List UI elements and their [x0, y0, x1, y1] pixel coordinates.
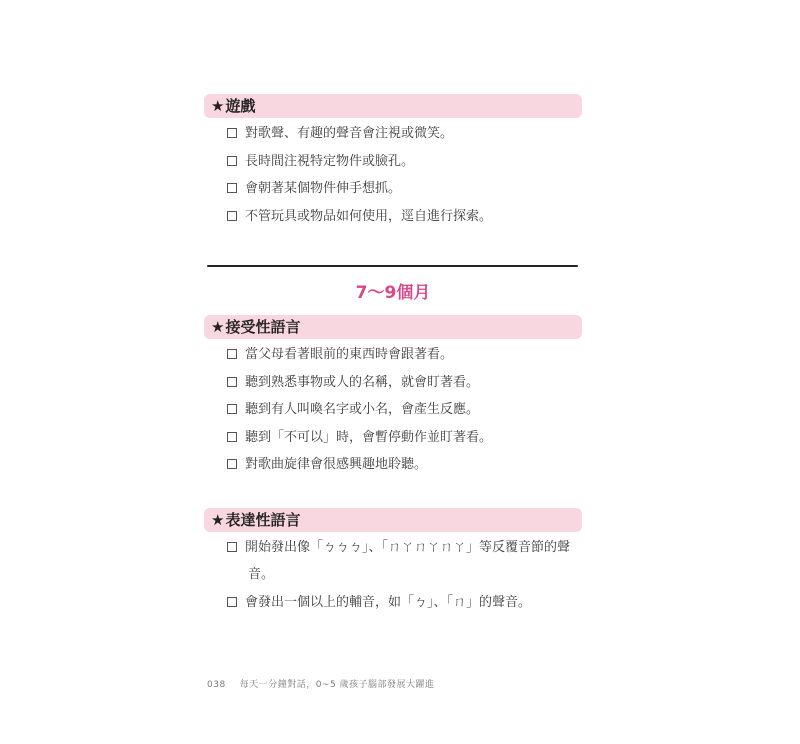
checkbox-icon[interactable] [227, 377, 237, 387]
checklist-item-text: 對歌聲、有趣的聲音會注視或微笑。 [245, 126, 454, 141]
checkbox-icon[interactable] [227, 156, 237, 166]
checkbox-icon[interactable] [227, 597, 237, 607]
checklist-item-text: 開始發出像「ㄅㄅㄅ」、「ㄇㄚㄇㄚㄇㄚ」等反覆音節的聲 [245, 540, 571, 555]
checklist-item [227, 203, 587, 230]
checklist-item-text: 當父母看著眼前的東西時會跟著看。 [245, 347, 454, 362]
checklist-item [227, 369, 587, 396]
checklist-item-text: 聽到熟悉事物或人的名稱，就會盯著看。 [245, 375, 480, 390]
checklist-item-text: 不管玩具或物品如何使用，逕自進行探索。 [245, 209, 493, 224]
age-heading: 7～9個月 [355, 283, 431, 303]
checklist-item [227, 175, 587, 202]
section-header-expressive-language [204, 508, 582, 532]
star-icon: ★ [211, 511, 225, 529]
star-icon: ★ [211, 318, 225, 336]
checkbox-icon[interactable] [227, 128, 237, 138]
checkbox-icon[interactable] [227, 211, 237, 221]
checklist-item [227, 120, 587, 147]
checklist-item-text-continued: 音。 [248, 567, 275, 582]
section-divider [207, 265, 578, 267]
checklist-item-text: 聽到有人叫喚名字或小名，會產生反應。 [245, 402, 480, 417]
checklist-item [227, 451, 587, 478]
checkbox-icon[interactable] [227, 459, 237, 469]
checkbox-icon[interactable] [227, 542, 237, 552]
checkbox-icon[interactable] [227, 432, 237, 442]
checklist-item-text: 聽到「不可以」時，會暫停動作並盯著看。 [245, 430, 493, 445]
checklist-item [227, 341, 587, 368]
page-footer [207, 677, 435, 690]
checklist-item [227, 589, 587, 616]
page-number: 038 [207, 680, 226, 690]
checklist-item [227, 534, 587, 582]
book-title: 每天一分鐘對話，0~5 歲孩子腦部發展大躍進 [239, 680, 435, 690]
section-title: 遊戲 [225, 97, 256, 115]
checklist-item [227, 148, 587, 175]
checklist-item-text: 對歌曲旋律會很感興趣地聆聽。 [245, 457, 428, 472]
checkbox-icon[interactable] [227, 404, 237, 414]
section-title: 表達性語言 [225, 511, 301, 529]
checkbox-icon[interactable] [227, 183, 237, 193]
section-header-play [204, 94, 582, 118]
checkbox-icon[interactable] [227, 349, 237, 359]
checklist-item-text: 會發出一個以上的輔音，如「ㄅ」、「ㄇ」的聲音。 [245, 595, 532, 610]
checklist-item-text: 長時間注視特定物件或臉孔。 [245, 154, 415, 169]
section-title: 接受性語言 [225, 318, 301, 336]
checklist-item-text: 會朝著某個物件伸手想抓。 [245, 181, 402, 196]
checklist-item [227, 396, 587, 423]
star-icon: ★ [211, 97, 225, 115]
section-header-receptive-language [204, 315, 582, 339]
checklist-item [227, 424, 587, 451]
